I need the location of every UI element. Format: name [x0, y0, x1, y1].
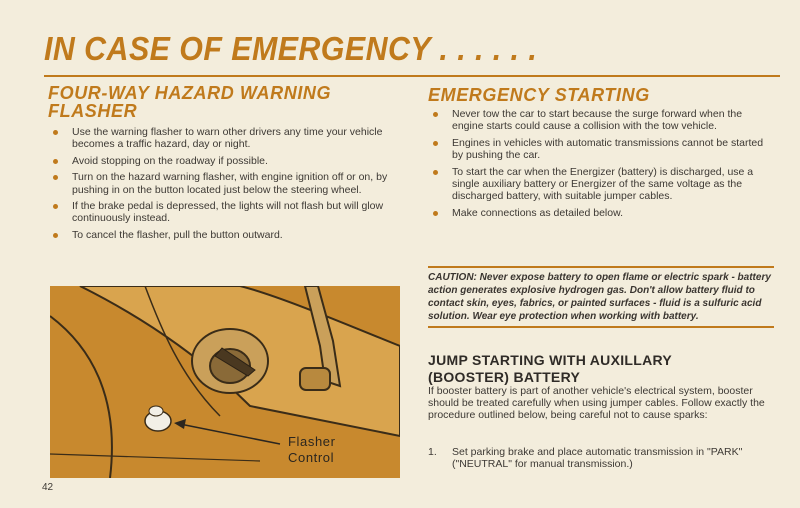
flasher-label-line2: Control [288, 450, 335, 465]
list-item: Never tow the car to start because the surge forward when the engine starts could cause a collision with the tow vehicle. [428, 108, 776, 133]
list-item: Make connections as detailed below. [428, 207, 776, 219]
list-item: To cancel the flasher, pull the button outward. [48, 229, 398, 241]
list-item: Avoid stopping on the roadway if possible. [48, 155, 398, 167]
flasher-illustration [50, 286, 400, 478]
right-column [428, 86, 776, 223]
flasher-button-cap [149, 406, 163, 416]
caution-box [428, 266, 774, 328]
column-edge-line [50, 316, 112, 478]
list-item: If the brake pedal is depressed, the lights will not flash but will glow continuously instead. [48, 200, 398, 225]
caution-label: CAUTION: [428, 272, 477, 283]
list-item: To start the car when the Energizer (battery) is discharged, use a single auxiliary battery or Energizer of the same voltage as the discharged battery, with suitable jumper cables. [428, 166, 776, 203]
jump-heading-line1: JUMP STARTING WITH AUXILLARY [428, 352, 673, 368]
jump-starting-heading [428, 352, 776, 385]
step-item [428, 446, 778, 470]
flasher-label-line1: Flasher [288, 434, 336, 449]
list-item: Turn on the hazard warning flasher, with engine ignition off or on, by pushing in on the button located just below the steering wheel. [48, 171, 398, 196]
caution-text: Never expose battery to open flame or electric spark - battery action generates explosive hydrogen gas. Don't allow battery fluid to contact skin, eyes, fabrics, or painted surfaces - fluid is a sulfuric acid solution. Wear eye protection when working with battery. [428, 272, 771, 323]
left-column [48, 84, 398, 245]
hazard-heading-line1: FOUR-WAY HAZARD WARNING [48, 83, 332, 103]
pointer-line [180, 424, 280, 444]
title-rule [44, 75, 780, 77]
starting-bullet-list [428, 108, 776, 219]
page-title: IN CASE OF EMERGENCY . . . . . . [44, 30, 538, 67]
list-item: Use the warning flasher to warn other drivers any time your vehicle becomes a traffic hazard, day or night. [48, 126, 398, 151]
list-item: Engines in vehicles with automatic transmissions cannot be started by pushing the car. [428, 137, 776, 162]
hazard-bullet-list [48, 126, 398, 241]
page-number: 42 [42, 482, 54, 493]
pointer-arrowhead [174, 419, 186, 429]
hazard-heading-line2: FLASHER [48, 101, 138, 121]
lever-base [300, 368, 330, 390]
step-text: Set parking brake and place automatic transmission in "PARK" ("NEUTRAL" for manual transmission.) [452, 446, 743, 471]
steering-column-drawing [50, 286, 400, 478]
hazard-heading [48, 84, 398, 120]
jump-heading-line2: (BOOSTER) BATTERY [428, 368, 581, 385]
jump-starting-body: If booster battery is part of another vehicle's electrical system, booster should be treated carefully when using jumper cables. Follow exactly the procedure outlined below, being careful not to cause sparks: [428, 385, 765, 422]
step-number: 1. [428, 446, 437, 458]
dash-line [50, 454, 260, 461]
emergency-starting-heading: EMERGENCY STARTING [428, 85, 650, 105]
